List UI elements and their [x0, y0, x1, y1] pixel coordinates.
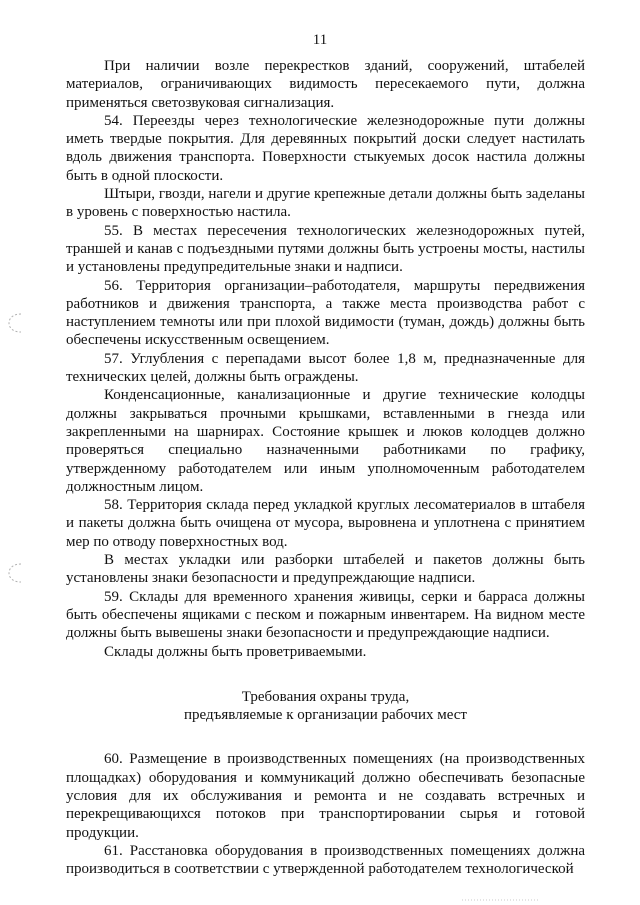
paragraph: 56. Территория организации–работодателя, маршруты передвижения работников и движения транспорта, а также места производства работ с наступлением темноты или при плохой видимости (туман, дождь) должны быть обеспечены искусственным освещением. [66, 277, 585, 349]
paragraph: Склады должны быть проветриваемыми. [104, 643, 367, 660]
scan-edge-mark [462, 896, 538, 904]
paragraph: 59. Склады для временного хранения живицы, серки и барраса должны быть обеспечены ящиками с песком и пожарным инвентарем. На видном месте должны быть вывешены знаки безопасности и предупреждающие надписи. [66, 588, 585, 642]
paragraph: Конденсационные, канализационные и другие технические колодцы должны закрываться прочными крышками, вставленными в гнезда или закрепленными на шарнирах. Состояние крышек и люков колодцев должно проверяться специально назначенными работниками по графику, утвержденному работодателем или иным уполномоченным работодателем должностным лицом. [66, 387, 585, 495]
paragraph: 55. В местах пересечения технологических железнодорожных путей, траншей и канав с подъездными путями должны быть устроены мосты, настилы и установлены предупредительные знаки и надписи. [66, 222, 585, 276]
paragraph: 57. Углубления с перепадами высот более 1,8 м, предназначенные для технических целей, должны быть ограждены. [66, 350, 585, 386]
paragraph: 61. Расстановка оборудования в производственных помещениях должна производиться в соответствии с утвержденной работодателем технологической [66, 842, 585, 878]
binder-hole-mark [6, 312, 26, 334]
paragraph: В местах укладки или разборки штабелей и пакетов должны быть установлены знаки безопасности и предупреждающие надписи. [66, 552, 585, 587]
paragraph: 60. Размещение в производственных помещениях (на производственных площадках) оборудования и коммуникаций должно обеспечивать безопасные условия для их обслуживания и ремонта и не создавать встречных и перекрещивающихся потоков при транспортировании сырья и готовой продукции. [66, 751, 585, 841]
section-heading-line: Требования охраны труда, [241, 688, 410, 705]
paragraph: При наличии возле перекрестков зданий, сооружений, штабелей материалов, ограничивающих видимость пересекаемого пути, должна применяться светозвуковая сигнализация. [66, 58, 585, 111]
page-number: 11 [312, 32, 328, 48]
paragraph: Штыри, гвозди, нагели и другие крепежные детали должны быть заделаны в уровень с поверхностью настила. [66, 186, 585, 221]
document-body [66, 57, 585, 878]
binder-hole-mark [6, 562, 26, 584]
paragraph: 58. Территория склада перед укладкой круглых лесоматериалов в штабеля и пакеты должна быть очищена от мусора, выровнена и уплотнена с принятием мер по отводу поверхностных вод. [66, 497, 585, 550]
section-heading-line: предъявляемые к организации рабочих мест [184, 707, 467, 724]
paragraph: 54. Переезды через технологические железнодорожные пути должны иметь твердые покрытия. Для деревянных покрытий доски следует настилать вдоль движения транспорта. Поверхности стыкуемых досок настила должны быть в одной плоскости. [66, 112, 585, 184]
section-heading [66, 688, 585, 725]
